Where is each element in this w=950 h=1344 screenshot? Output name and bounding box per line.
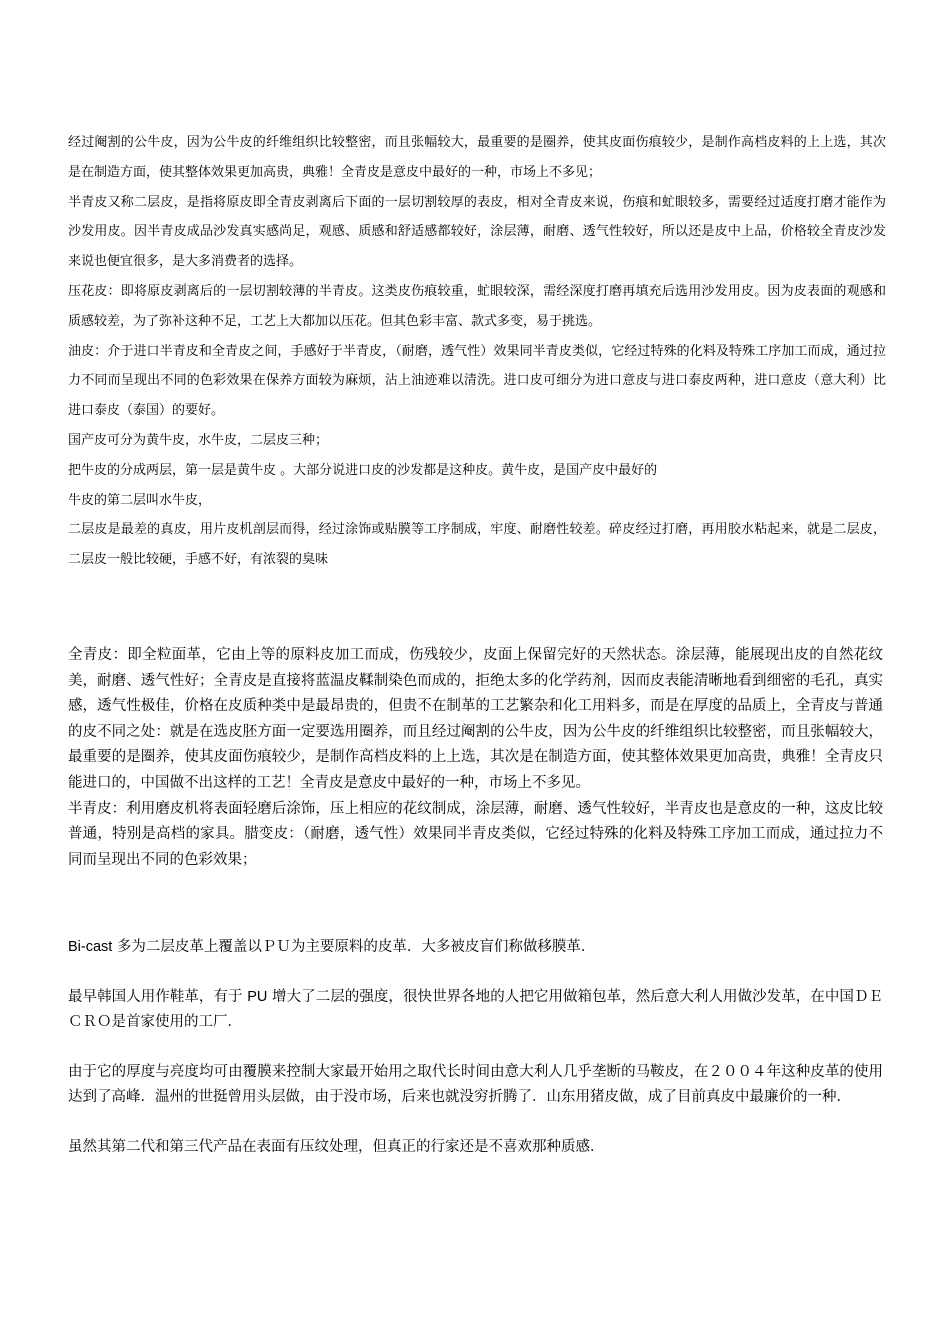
paragraph-semi-grain: 半青皮又称二层皮，是指将原皮即全青皮剥离后下面的一层切割较厚的表皮，相对全青皮来说，伤痕和虻眼较多，需要经过适度打磨才能作为沙发用皮。因半青皮成品沙发真实感尚足，观感、质感和舒适感都较好，涂层薄，耐磨、透气性较好，所以还是皮中上品，价格较全青皮沙发来说也便宜很多，是大多消费者的选择。 xyxy=(68,194,886,270)
paragraph-water-buffalo: 牛皮的第二层叫水牛皮， xyxy=(68,492,212,508)
paragraph-full-grain-excerpt: 经过阉割的公牛皮，因为公牛皮的纤维组织比较整密，而且张幅较大，最重要的是圈养，使其皮面伤痕较少，是制作高档皮料的上上选，其次是在制造方面，使其整体效果更加高贵，典雅！全青皮是意皮中最好的一种，市场上不多见； xyxy=(68,135,886,180)
paragraph-split-leather: 二层皮是最差的真皮，用片皮机剖层而得，经过涂饰或贴膜等工序制成，牢度、耐磨性较差。碎皮经过打磨，再用胶水粘起来，就是二层皮，二层皮一般比较硬，手感不好，有浓裂的臭味 xyxy=(68,522,886,568)
paragraph-semi-grain-detail: 半青皮：利用磨皮机将表面轻磨后涂饰，压上相应的花纹制成，涂层薄，耐磨、透气性较好，半青皮也是意皮的一种，这皮比较普通，特别是高档的家具。腊变皮：（耐磨，透气性）效果同半青皮类似，它经过特殊的化料及特殊工序加工而成，通过拉力不同而呈现出不同的色彩效果； xyxy=(68,800,883,868)
paragraph-yellow-cattle: 把牛皮的分成两层，第一层是黄牛皮 。大部分说进口皮的沙发都是这种皮。黄牛皮，是国产皮中最好的 xyxy=(68,462,658,478)
paragraph-bi-cast-popularity: 由于它的厚度与亮度均可由覆膜来控制大家最开始用之取代长时间由意大利人几乎垄断的马鞍皮，在２００４年这种皮革的使用达到了高峰．温州的世挺曾用头层做，由于没市场，后来也就没穷折腾了．山东用猪皮做，成了目前真皮中最廉价的一种． xyxy=(68,1064,883,1105)
paragraph-bi-cast-history: 最早韩国人用作鞋革，有于 PU 增大了二层的强度，很快世界各地的人把它用做箱包革，然后意大利人用做沙发革，在中国ＤＥＣＲＯ是首家使用的工厂． xyxy=(68,989,884,1030)
section-full-and-semi-grain xyxy=(68,643,883,873)
paragraph-full-grain: 全青皮：即全粒面革，它由上等的原料皮加工而成，伤残较少，皮面上保留完好的天然状态。涂层薄，能展现出皮的自然花纹美，耐磨、透气性好；全青皮是直接将蓝温皮鞣制染色而成的，拒绝太多的化学药剂，因而皮表能清晰地看到细密的毛孔，真实感，透气性极佳，价格在皮质种类中是最昂贵的，但贵不在制革的工艺繁杂和化工用料多，而是在厚度的品质上，全青皮与普通的皮不同之处：就是在选皮胚方面一定要选用圈养，而且经过阉割的公牛皮，因为公牛皮的纤维组织比较整密，而且张幅较大，最重要的是圈养，使其皮面伤痕较少，是制作高档皮料的上上选，其次是在制造方面，使其整体效果更加高贵，典雅！全青皮只能进口的，中国做不出这样的工艺！全青皮是意皮中最好的一种，市场上不多见。 xyxy=(68,647,883,791)
section-bi-cast xyxy=(68,935,883,1185)
paragraph-bi-cast-quality: 虽然其第二代和第三代产品在表面有压纹处理，但真正的行家还是不喜欢那种质感． xyxy=(68,1139,605,1155)
paragraph-domestic-leather: 国产皮可分为黄牛皮，水牛皮，二层皮三种； xyxy=(68,432,329,448)
paragraph-bi-cast-definition: Bi-cast 多为二层皮革上覆盖以ＰＵ为主要原料的皮革．大多被皮盲们称做移膜革． xyxy=(68,939,596,955)
section-sofa-leather-grades xyxy=(68,128,886,575)
paragraph-embossed-leather: 压花皮：即将原皮剥离后的一层切割较薄的半青皮。这类皮伤痕较重，虻眼较深，需经深度打磨再填充后选用沙发用皮。因为皮表面的观感和质感较差，为了弥补这种不足，工艺上大都加以压花。但其色彩丰富、款式多变，易于挑选。 xyxy=(68,283,886,329)
term-bi-cast: Bi-cast xyxy=(68,939,113,955)
term-pu: PU xyxy=(247,989,268,1005)
paragraph-oil-leather: 油皮：介于进口半青皮和全青皮之间，手感好于半青皮，（耐磨，透气性）效果同半青皮类似，它经过特殊的化料及特殊工序加工而成，通过拉力不同而呈现出不同的色彩效果在保养方面较为麻烦，沾上油迹难以清洗。进口皮可细分为进口意皮与进口泰皮两种，进口意皮（意大利）比进口泰皮（泰国）的要好。 xyxy=(68,343,886,419)
